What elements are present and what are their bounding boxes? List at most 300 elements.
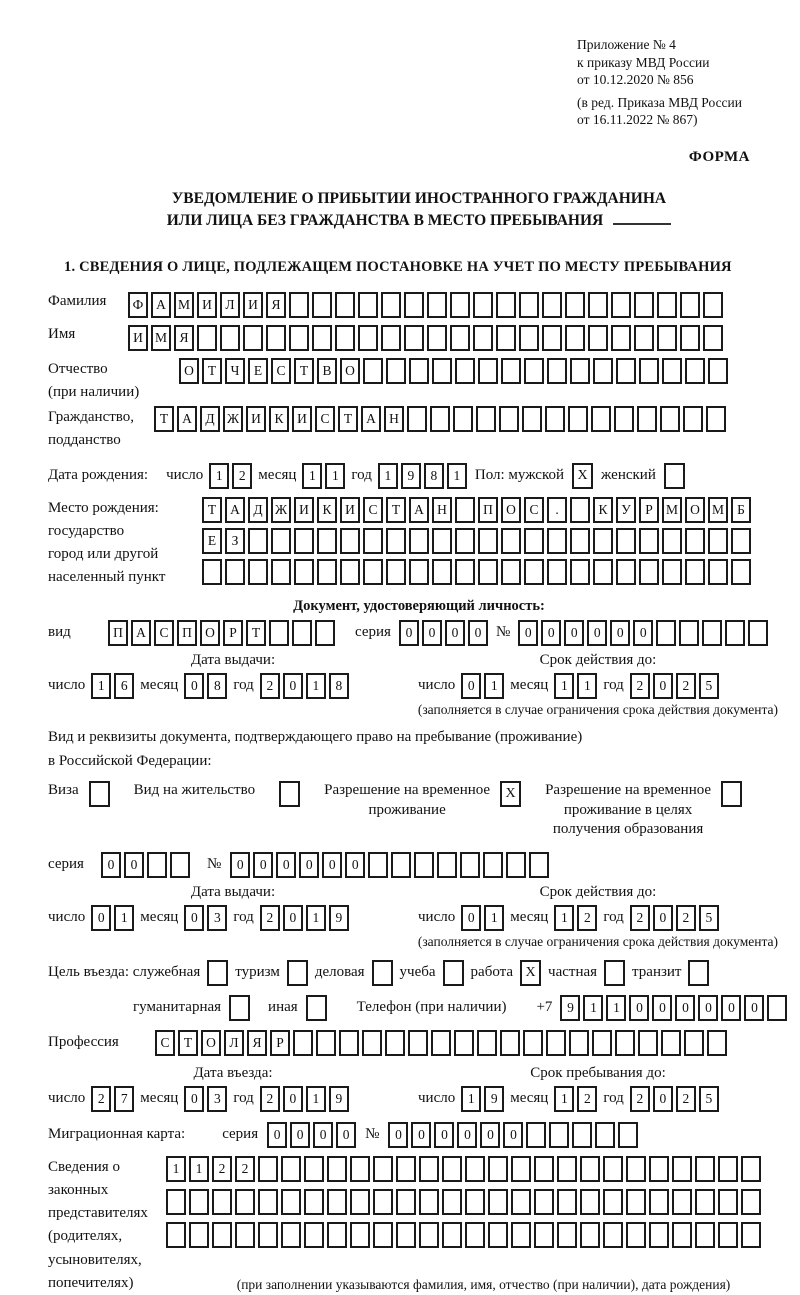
char-cell[interactable] (718, 1189, 738, 1215)
char-cell[interactable]: 0 (468, 620, 488, 646)
char-cell[interactable]: 3 (207, 1086, 227, 1112)
char-cell[interactable] (683, 406, 703, 432)
char-cell[interactable] (455, 528, 475, 554)
char-cell[interactable]: Т (202, 497, 222, 523)
char-cell[interactable]: М (151, 325, 171, 351)
char-cell[interactable] (616, 559, 636, 585)
char-cell[interactable] (373, 1189, 393, 1215)
char-cell[interactable] (327, 1189, 347, 1215)
char-cell[interactable] (588, 292, 608, 318)
char-cell[interactable] (672, 1189, 692, 1215)
char-cell[interactable] (695, 1156, 715, 1182)
char-cell[interactable] (430, 406, 450, 432)
char-cell[interactable]: Р (270, 1030, 290, 1056)
char-cell[interactable]: 2 (91, 1086, 111, 1112)
char-cell[interactable] (524, 559, 544, 585)
char-cell[interactable] (708, 528, 728, 554)
char-cell[interactable] (695, 1222, 715, 1248)
char-cell[interactable] (570, 497, 590, 523)
char-cell[interactable] (202, 559, 222, 585)
char-cell[interactable] (450, 292, 470, 318)
char-cell[interactable]: Д (248, 497, 268, 523)
temp-residence-checkbox[interactable]: X (500, 781, 521, 807)
char-cell[interactable] (465, 1222, 485, 1248)
char-cell[interactable]: А (151, 292, 171, 318)
purpose-tourism-checkbox[interactable] (287, 960, 308, 986)
char-cell[interactable] (534, 1222, 554, 1248)
char-cell[interactable]: У (616, 497, 636, 523)
char-cell[interactable]: 2 (630, 673, 650, 699)
char-cell[interactable]: 1 (114, 905, 134, 931)
char-cell[interactable]: Н (384, 406, 404, 432)
char-cell[interactable] (281, 1156, 301, 1182)
char-cell[interactable]: 0 (276, 852, 296, 878)
char-cell[interactable] (741, 1156, 761, 1182)
char-cell[interactable]: 5 (699, 673, 719, 699)
char-cell[interactable]: 2 (212, 1156, 232, 1182)
char-cell[interactable] (680, 325, 700, 351)
char-cell[interactable]: 0 (411, 1122, 431, 1148)
char-cell[interactable]: 0 (267, 1122, 287, 1148)
char-cell[interactable]: 1 (461, 1086, 481, 1112)
sex-male-checkbox[interactable]: X (572, 463, 593, 489)
char-cell[interactable] (731, 528, 751, 554)
char-cell[interactable]: И (243, 292, 263, 318)
char-cell[interactable] (432, 559, 452, 585)
char-cell[interactable] (511, 1189, 531, 1215)
char-cell[interactable] (672, 1222, 692, 1248)
char-cell[interactable] (557, 1189, 577, 1215)
char-cell[interactable]: 1 (91, 673, 111, 699)
char-cell[interactable] (496, 325, 516, 351)
char-cell[interactable] (373, 1156, 393, 1182)
char-cell[interactable] (427, 292, 447, 318)
char-cell[interactable]: А (177, 406, 197, 432)
char-cell[interactable]: С (155, 1030, 175, 1056)
char-cell[interactable] (281, 1189, 301, 1215)
char-cell[interactable] (685, 559, 705, 585)
char-cell[interactable]: 0 (653, 905, 673, 931)
char-cell[interactable]: С (363, 497, 383, 523)
char-cell[interactable]: 0 (283, 673, 303, 699)
char-cell[interactable] (695, 1189, 715, 1215)
char-cell[interactable]: 0 (633, 620, 653, 646)
char-cell[interactable] (340, 559, 360, 585)
char-cell[interactable] (340, 528, 360, 554)
char-cell[interactable] (557, 1222, 577, 1248)
char-cell[interactable] (638, 1030, 658, 1056)
char-cell[interactable]: 1 (189, 1156, 209, 1182)
char-cell[interactable] (618, 1122, 638, 1148)
char-cell[interactable]: И (197, 292, 217, 318)
char-cell[interactable] (442, 1156, 462, 1182)
char-cell[interactable] (363, 559, 383, 585)
char-cell[interactable]: Т (178, 1030, 198, 1056)
char-cell[interactable]: Р (639, 497, 659, 523)
char-cell[interactable]: 3 (207, 905, 227, 931)
char-cell[interactable] (293, 1030, 313, 1056)
char-cell[interactable]: И (294, 497, 314, 523)
char-cell[interactable] (271, 559, 291, 585)
char-cell[interactable]: А (225, 497, 245, 523)
char-cell[interactable] (595, 1122, 615, 1148)
char-cell[interactable] (271, 528, 291, 554)
char-cell[interactable] (526, 1122, 546, 1148)
char-cell[interactable]: 7 (114, 1086, 134, 1112)
char-cell[interactable]: И (246, 406, 266, 432)
char-cell[interactable] (335, 325, 355, 351)
char-cell[interactable] (741, 1189, 761, 1215)
char-cell[interactable] (524, 358, 544, 384)
char-cell[interactable]: 2 (577, 905, 597, 931)
char-cell[interactable] (534, 1156, 554, 1182)
char-cell[interactable] (432, 358, 452, 384)
char-cell[interactable] (572, 1122, 592, 1148)
char-cell[interactable] (549, 1122, 569, 1148)
char-cell[interactable] (455, 358, 475, 384)
char-cell[interactable] (593, 528, 613, 554)
char-cell[interactable] (684, 1030, 704, 1056)
char-cell[interactable]: В (317, 358, 337, 384)
char-cell[interactable] (611, 325, 631, 351)
char-cell[interactable]: О (340, 358, 360, 384)
char-cell[interactable]: О (200, 620, 220, 646)
char-cell[interactable] (386, 559, 406, 585)
char-cell[interactable] (350, 1156, 370, 1182)
char-cell[interactable] (546, 1030, 566, 1056)
char-cell[interactable] (437, 852, 457, 878)
char-cell[interactable]: 1 (306, 905, 326, 931)
char-cell[interactable]: И (340, 497, 360, 523)
char-cell[interactable] (386, 528, 406, 554)
char-cell[interactable] (477, 1030, 497, 1056)
char-cell[interactable] (478, 358, 498, 384)
char-cell[interactable] (419, 1189, 439, 1215)
char-cell[interactable]: 9 (401, 463, 421, 489)
char-cell[interactable]: Ж (223, 406, 243, 432)
char-cell[interactable] (511, 1156, 531, 1182)
char-cell[interactable] (542, 292, 562, 318)
char-cell[interactable] (473, 325, 493, 351)
char-cell[interactable]: 0 (434, 1122, 454, 1148)
char-cell[interactable]: Д (200, 406, 220, 432)
char-cell[interactable]: 0 (503, 1122, 523, 1148)
char-cell[interactable]: Т (386, 497, 406, 523)
char-cell[interactable]: 0 (675, 995, 695, 1021)
char-cell[interactable] (363, 528, 383, 554)
char-cell[interactable] (499, 406, 519, 432)
char-cell[interactable] (616, 528, 636, 554)
char-cell[interactable] (611, 292, 631, 318)
char-cell[interactable]: Л (224, 1030, 244, 1056)
char-cell[interactable]: П (177, 620, 197, 646)
char-cell[interactable]: С (154, 620, 174, 646)
char-cell[interactable]: 0 (184, 1086, 204, 1112)
char-cell[interactable] (685, 528, 705, 554)
char-cell[interactable] (626, 1222, 646, 1248)
purpose-transit-checkbox[interactable] (688, 960, 709, 986)
char-cell[interactable] (269, 620, 289, 646)
char-cell[interactable] (339, 1030, 359, 1056)
char-cell[interactable]: Я (266, 292, 286, 318)
char-cell[interactable] (266, 325, 286, 351)
char-cell[interactable] (363, 358, 383, 384)
char-cell[interactable] (189, 1189, 209, 1215)
char-cell[interactable] (679, 620, 699, 646)
char-cell[interactable] (662, 528, 682, 554)
char-cell[interactable]: К (269, 406, 289, 432)
char-cell[interactable]: 0 (345, 852, 365, 878)
char-cell[interactable] (649, 1156, 669, 1182)
char-cell[interactable] (368, 852, 388, 878)
char-cell[interactable] (312, 325, 332, 351)
char-cell[interactable]: 1 (302, 463, 322, 489)
char-cell[interactable] (350, 1189, 370, 1215)
char-cell[interactable] (317, 528, 337, 554)
char-cell[interactable] (534, 1189, 554, 1215)
char-cell[interactable]: Ж (271, 497, 291, 523)
char-cell[interactable] (258, 1156, 278, 1182)
char-cell[interactable] (748, 620, 768, 646)
char-cell[interactable]: 0 (422, 620, 442, 646)
char-cell[interactable]: С (271, 358, 291, 384)
char-cell[interactable] (407, 406, 427, 432)
char-cell[interactable]: О (179, 358, 199, 384)
char-cell[interactable]: 1 (166, 1156, 186, 1182)
char-cell[interactable] (409, 528, 429, 554)
residence-permit-checkbox[interactable] (279, 781, 300, 807)
char-cell[interactable]: Н (432, 497, 452, 523)
char-cell[interactable] (350, 1222, 370, 1248)
char-cell[interactable] (547, 528, 567, 554)
char-cell[interactable] (725, 620, 745, 646)
char-cell[interactable] (662, 358, 682, 384)
char-cell[interactable] (522, 406, 542, 432)
char-cell[interactable] (569, 1030, 589, 1056)
char-cell[interactable] (281, 1222, 301, 1248)
char-cell[interactable] (381, 325, 401, 351)
char-cell[interactable]: 1 (484, 905, 504, 931)
char-cell[interactable] (373, 1222, 393, 1248)
char-cell[interactable] (396, 1189, 416, 1215)
char-cell[interactable]: Т (294, 358, 314, 384)
char-cell[interactable] (565, 325, 585, 351)
char-cell[interactable]: А (361, 406, 381, 432)
char-cell[interactable]: 0 (564, 620, 584, 646)
char-cell[interactable] (381, 292, 401, 318)
char-cell[interactable]: 0 (445, 620, 465, 646)
char-cell[interactable] (258, 1222, 278, 1248)
char-cell[interactable]: 9 (560, 995, 580, 1021)
char-cell[interactable]: Е (202, 528, 222, 554)
char-cell[interactable]: Т (338, 406, 358, 432)
char-cell[interactable] (248, 528, 268, 554)
char-cell[interactable]: М (174, 292, 194, 318)
char-cell[interactable] (634, 325, 654, 351)
char-cell[interactable] (362, 1030, 382, 1056)
char-cell[interactable] (442, 1222, 462, 1248)
char-cell[interactable]: П (108, 620, 128, 646)
char-cell[interactable] (235, 1189, 255, 1215)
char-cell[interactable] (570, 528, 590, 554)
purpose-other-checkbox[interactable] (306, 995, 327, 1021)
char-cell[interactable]: С (315, 406, 335, 432)
char-cell[interactable] (304, 1189, 324, 1215)
char-cell[interactable]: 1 (209, 463, 229, 489)
char-cell[interactable] (570, 559, 590, 585)
char-cell[interactable]: 1 (606, 995, 626, 1021)
char-cell[interactable]: 0 (652, 995, 672, 1021)
char-cell[interactable] (289, 325, 309, 351)
char-cell[interactable] (473, 292, 493, 318)
char-cell[interactable] (147, 852, 167, 878)
char-cell[interactable]: 1 (325, 463, 345, 489)
char-cell[interactable] (649, 1222, 669, 1248)
char-cell[interactable] (358, 292, 378, 318)
char-cell[interactable]: 1 (554, 1086, 574, 1112)
char-cell[interactable] (427, 325, 447, 351)
char-cell[interactable]: 2 (630, 905, 650, 931)
char-cell[interactable] (662, 559, 682, 585)
char-cell[interactable] (500, 1030, 520, 1056)
char-cell[interactable] (248, 559, 268, 585)
char-cell[interactable]: М (662, 497, 682, 523)
char-cell[interactable] (450, 325, 470, 351)
char-cell[interactable] (465, 1189, 485, 1215)
char-cell[interactable] (593, 358, 613, 384)
char-cell[interactable] (225, 559, 245, 585)
char-cell[interactable] (657, 292, 677, 318)
char-cell[interactable] (478, 528, 498, 554)
char-cell[interactable]: 0 (744, 995, 764, 1021)
char-cell[interactable] (294, 559, 314, 585)
char-cell[interactable] (488, 1189, 508, 1215)
char-cell[interactable]: 0 (587, 620, 607, 646)
char-cell[interactable] (170, 852, 190, 878)
char-cell[interactable]: 1 (583, 995, 603, 1021)
char-cell[interactable] (391, 852, 411, 878)
char-cell[interactable] (454, 1030, 474, 1056)
char-cell[interactable] (488, 1222, 508, 1248)
char-cell[interactable] (460, 852, 480, 878)
char-cell[interactable]: К (317, 497, 337, 523)
char-cell[interactable]: 8 (207, 673, 227, 699)
char-cell[interactable] (358, 325, 378, 351)
char-cell[interactable]: П (478, 497, 498, 523)
char-cell[interactable]: Т (246, 620, 266, 646)
char-cell[interactable]: Т (154, 406, 174, 432)
char-cell[interactable]: А (409, 497, 429, 523)
char-cell[interactable]: 0 (253, 852, 273, 878)
char-cell[interactable] (220, 325, 240, 351)
char-cell[interactable] (706, 406, 726, 432)
char-cell[interactable] (639, 559, 659, 585)
char-cell[interactable]: 0 (541, 620, 561, 646)
char-cell[interactable]: А (131, 620, 151, 646)
char-cell[interactable] (588, 325, 608, 351)
char-cell[interactable]: 5 (699, 1086, 719, 1112)
char-cell[interactable]: Е (248, 358, 268, 384)
char-cell[interactable] (703, 292, 723, 318)
char-cell[interactable] (708, 358, 728, 384)
char-cell[interactable]: 0 (184, 673, 204, 699)
char-cell[interactable] (547, 559, 567, 585)
char-cell[interactable]: 2 (232, 463, 252, 489)
char-cell[interactable] (718, 1156, 738, 1182)
char-cell[interactable] (294, 528, 314, 554)
char-cell[interactable] (649, 1189, 669, 1215)
char-cell[interactable] (615, 1030, 635, 1056)
char-cell[interactable] (166, 1189, 186, 1215)
char-cell[interactable] (565, 292, 585, 318)
sex-female-checkbox[interactable] (664, 463, 685, 489)
purpose-humanitarian-checkbox[interactable] (229, 995, 250, 1021)
char-cell[interactable]: 0 (457, 1122, 477, 1148)
char-cell[interactable]: 0 (322, 852, 342, 878)
char-cell[interactable]: 0 (299, 852, 319, 878)
char-cell[interactable] (603, 1222, 623, 1248)
char-cell[interactable]: И (128, 325, 148, 351)
char-cell[interactable]: 8 (329, 673, 349, 699)
char-cell[interactable] (501, 528, 521, 554)
char-cell[interactable]: 0 (653, 673, 673, 699)
char-cell[interactable] (634, 292, 654, 318)
char-cell[interactable] (639, 528, 659, 554)
char-cell[interactable] (404, 292, 424, 318)
char-cell[interactable]: Ч (225, 358, 245, 384)
char-cell[interactable]: К (593, 497, 613, 523)
char-cell[interactable]: 8 (424, 463, 444, 489)
char-cell[interactable]: 0 (461, 673, 481, 699)
char-cell[interactable] (386, 358, 406, 384)
char-cell[interactable]: 0 (399, 620, 419, 646)
char-cell[interactable] (592, 1030, 612, 1056)
char-cell[interactable]: 0 (721, 995, 741, 1021)
char-cell[interactable]: 2 (260, 1086, 280, 1112)
char-cell[interactable]: О (685, 497, 705, 523)
char-cell[interactable] (637, 406, 657, 432)
char-cell[interactable] (212, 1222, 232, 1248)
char-cell[interactable] (455, 559, 475, 585)
char-cell[interactable] (685, 358, 705, 384)
char-cell[interactable] (414, 852, 434, 878)
visa-checkbox[interactable] (89, 781, 110, 807)
char-cell[interactable] (661, 1030, 681, 1056)
char-cell[interactable] (580, 1189, 600, 1215)
char-cell[interactable] (327, 1156, 347, 1182)
char-cell[interactable] (312, 292, 332, 318)
char-cell[interactable]: 0 (480, 1122, 500, 1148)
char-cell[interactable] (396, 1156, 416, 1182)
char-cell[interactable] (656, 620, 676, 646)
char-cell[interactable] (557, 1156, 577, 1182)
char-cell[interactable] (616, 358, 636, 384)
char-cell[interactable]: С (524, 497, 544, 523)
char-cell[interactable]: 2 (676, 673, 696, 699)
char-cell[interactable] (603, 1156, 623, 1182)
char-cell[interactable]: 0 (91, 905, 111, 931)
char-cell[interactable]: 0 (518, 620, 538, 646)
char-cell[interactable] (680, 292, 700, 318)
char-cell[interactable]: 1 (554, 905, 574, 931)
char-cell[interactable] (529, 852, 549, 878)
char-cell[interactable] (166, 1222, 186, 1248)
char-cell[interactable] (189, 1222, 209, 1248)
char-cell[interactable]: Ф (128, 292, 148, 318)
char-cell[interactable] (488, 1156, 508, 1182)
char-cell[interactable]: 0 (124, 852, 144, 878)
char-cell[interactable] (478, 559, 498, 585)
